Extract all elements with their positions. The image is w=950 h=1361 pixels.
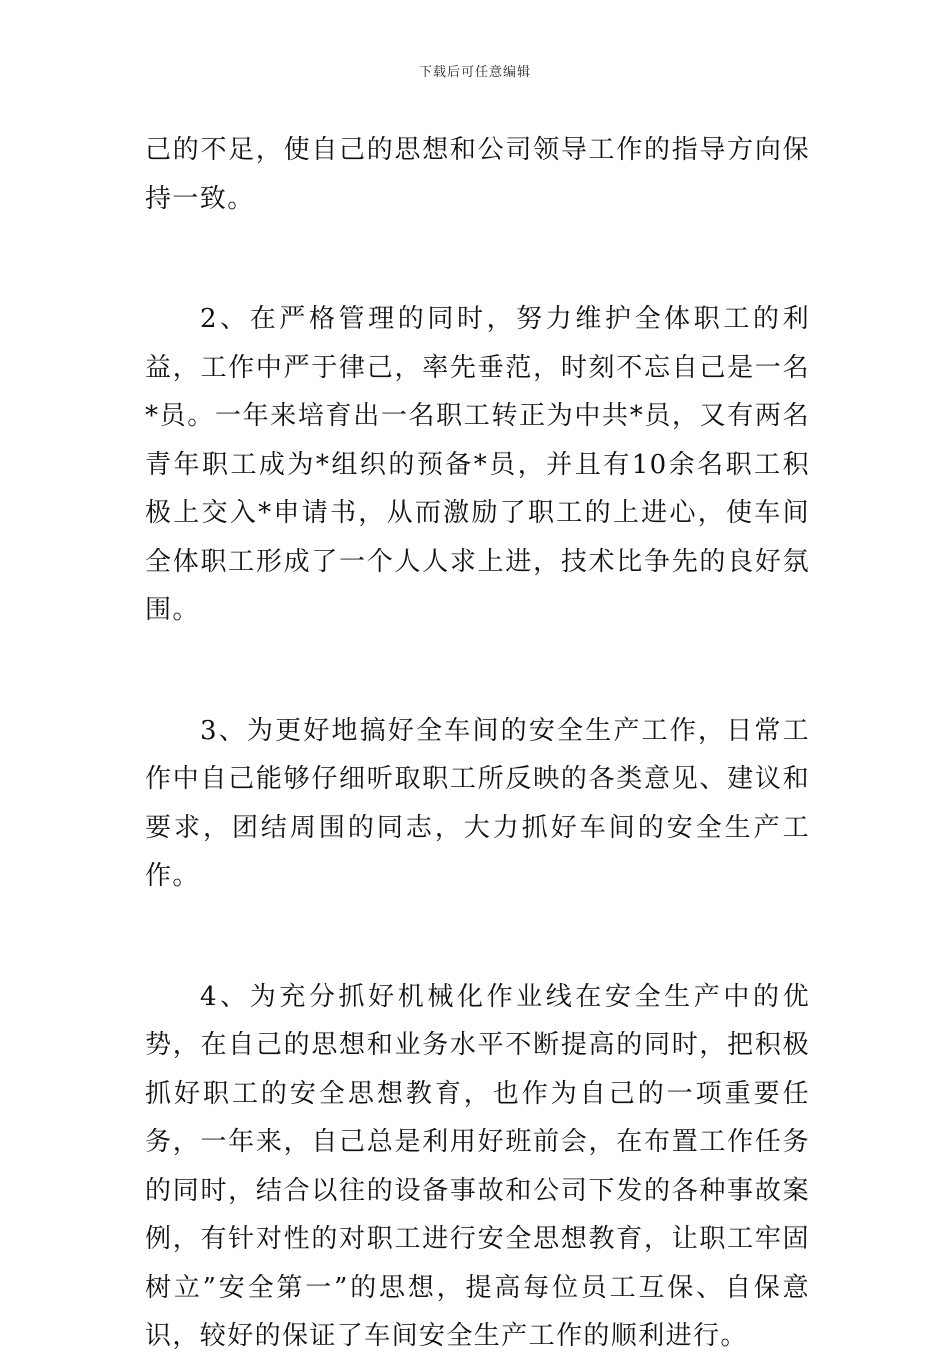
paragraph-spacer [145,223,810,295]
paragraph-spacer [145,635,810,707]
paragraph-item-4: 4、为充分抓好机械化作业线在安全生产中的优势，在自己的思想和业务水平不断提高的同时，把积极抓好职工的安全思想教育，也作为自己的一项重要任务，一年来，自己总是利用好班前会，在布置工作任务的同时，结合以往的设备事故和公司下发的各种事故案例，有针对性的对职工进行安全思想教育，让职工牢固树立”安全第一”的思想，提高每位员工互保、自保意识，较好的保证了车间安全生产工作的顺利进行。 [145,981,810,1351]
page-header-note: 下载后可任意编辑 [418,65,531,80]
document-body [145,126,810,1361]
paragraph-continuation: 己的不足，使自己的思想和公司领导工作的指导方向保持一致。 [145,135,810,214]
paragraph-item-2: 2、在严格管理的同时，努力维护全体职工的利益，工作中严于律己，率先垂范，时刻不忘自己是一名*员。一年来培育出一名职工转正为中共*员，又有两名青年职工成为*组织的预备*员，并且有10余名职工积极上交入*申请书，从而激励了职工的上进心，使车间全体职工形成了一个人人求上进，技术比争先的良好氛围。 [145,304,810,625]
paragraph-spacer [145,901,810,973]
paragraph-item-3: 3、为更好地搞好全车间的安全生产工作，日常工作中自己能够仔细听取职工所反映的各类意见、建议和要求，团结周围的同志，大力抓好车间的安全生产工作。 [145,715,810,891]
